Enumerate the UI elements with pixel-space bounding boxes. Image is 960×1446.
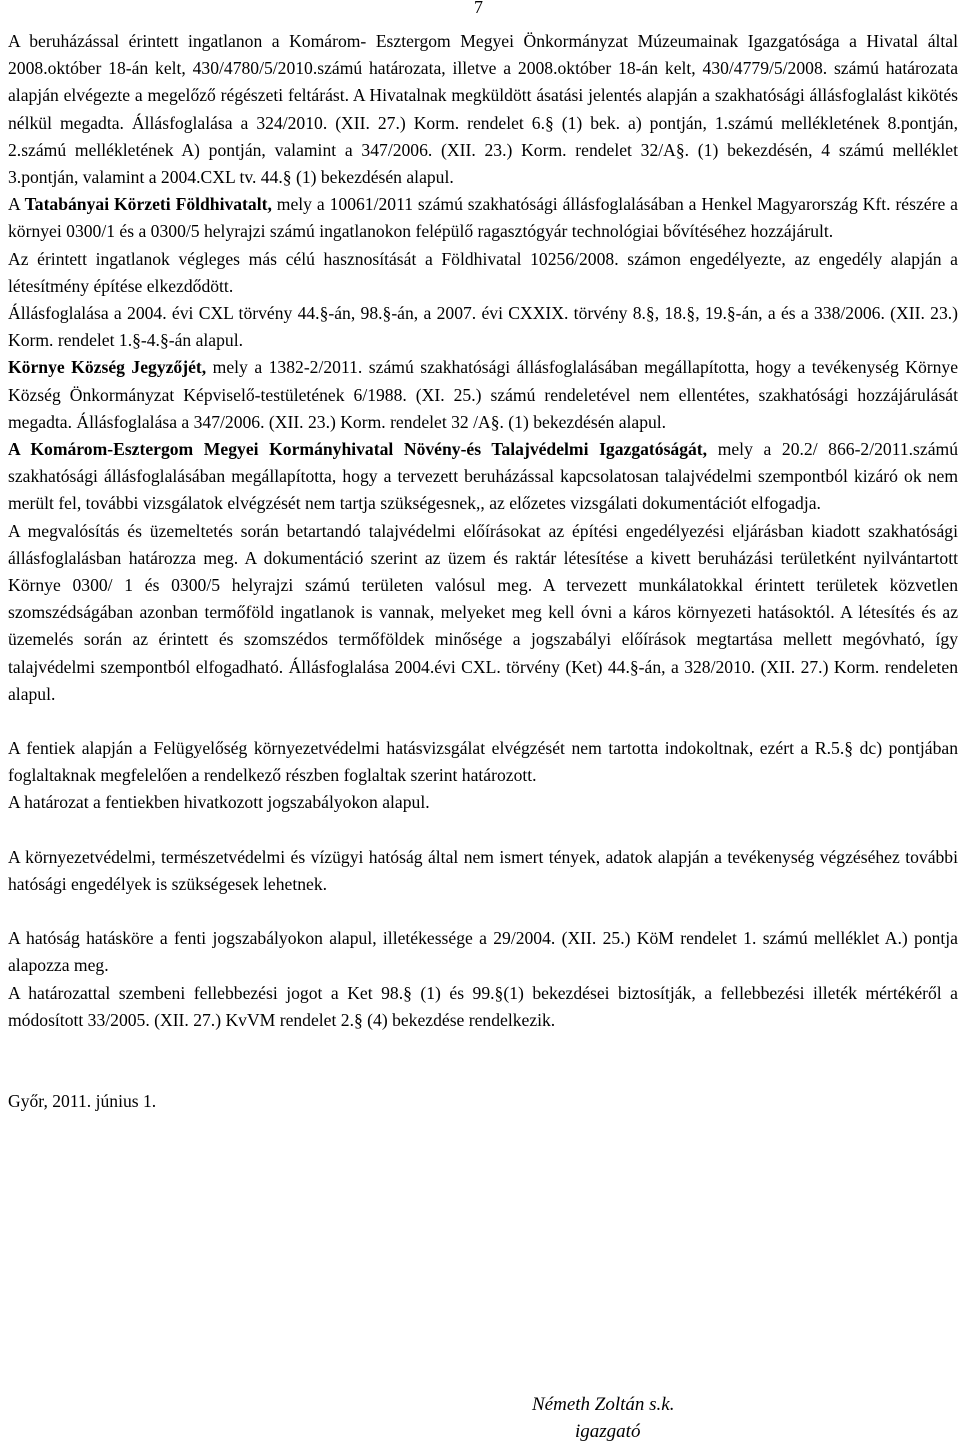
signatory-name: Németh Zoltán s.k.: [532, 1394, 675, 1415]
authority-name: Tatabányai Körzeti Földhivatalt,: [24, 194, 272, 215]
paragraph-gap: [8, 898, 958, 925]
paragraph: A hatóság hatásköre a fenti jogszabályokon alapul, illetékessége a 29/2004. (XII. 25.) KöM rendelet 1. számú melléklet A.) pontja alapozza meg.: [8, 928, 958, 976]
paragraph: A környezetvédelmi, természetvédelmi és vízügyi hatóság által nem ismert tények, adatok alapján a tevékenység végzéséhez további hatósági engedélyek is szükségesek lehetnek.: [8, 846, 958, 894]
paragraph-gap: [8, 708, 958, 735]
paragraph: Állásfoglalása a 2004. évi CXL törvény 44.§-án, 98.§-án, a 2007. évi CXXIX. törvény 8.§, 18.§, 19.§-án, a és a 338/2006. (XII. 23.) Korm. rendelet 1.§-4.§-án alapul.: [8, 303, 958, 351]
page-number: 7: [474, 0, 483, 17]
paragraph-gap: [8, 1061, 958, 1088]
paragraph: A beruházással érintett ingatlanon a Komárom- Esztergom Megyei Önkormányzat Múzeumainak Igazgatósága a Hivatal által 2008.október 18-án kelt, 430/4780/5/2010.számú határozata, illetve a 2008.október 18-án kelt, 430/4779/5/2008. számú határozata alapján elvégezte a megelőző régészeti feltárást. A Hivatalnak megküldött ásatási jelentés alapján a szakhatósági állásfoglalást kikötés nélkül megadta. Állásfoglalása a 324/2010. (XII. 27.) Korm. rendelet 6.§ (1) bek. a) pontján, 1.számú mellékletének 8.pontján, 2.számú mellékletének A) pontján, valamint a 347/2006. (XII. 23.) Korm. rendelet 32/A§. (1) bekezdésén, 4 számú melléklet 3.pontján, valamint a 2004.CXL tv. 44.§ (1) bekezdésén alapul.: [8, 31, 958, 188]
paragraph-text: mely a 1382-2/2011. számú szakhatósági állásfoglalásában megállapította, hogy a tevékenység Környe Község Önkormányzat Képviselő-testületének 6/1988. (XI. 25.) számú rendeletével nem ellentétes, szakhatósági hozzájárulását megadta. Állásfoglalása a 347/2006. (XII. 23.) Korm. rendelet 32 /A§. (1) bekezdésén alapul.: [8, 357, 959, 432]
paragraph: A fentiek alapján a Felügyelőség környezetvédelmi hatásvizsgálat elvégzését nem tartotta indokoltnak, ezért a R.5.§ dc) pontjában foglaltaknak megfelelően a rendelkező részben foglaltak szerint határozott.: [8, 738, 958, 786]
authority-name: A Komárom-Esztergom Megyei Kormányhivatal Növény-és Talajvédelmi Igazgatóságát,: [8, 439, 708, 460]
paragraph: Győr, 2011. június 1.: [8, 1090, 157, 1111]
paragraph-gap: [8, 1034, 958, 1061]
paragraph: [8, 354, 958, 436]
document-body: [8, 28, 958, 1115]
paragraph: [8, 191, 958, 245]
paragraph-text: mely a 20.2/ 866-2/2011.számú szakhatósági állásfoglalásában megállapította, hogy a tervezett beruházással kapcsolatosan talajvédelmi szempontból kizáró ok nem merült fel, további vizsgálatok elvégzését nem tartja szükségesnek,, az előzetes vizsgálati dokumentációt elfogadja.: [8, 439, 959, 514]
paragraph: [8, 436, 958, 518]
signatory-title: igazgató: [575, 1421, 641, 1442]
paragraph: A határozattal szembeni fellebbezési jogot a Ket 98.§ (1) és 99.§(1) bekezdései biztosítják, a fellebbezési illeték mértékéről a módosított 33/2005. (XII. 27.) KvVM rendelet 2.§ (4) bekezdése rendelkezik.: [8, 982, 958, 1030]
paragraph-gap: [8, 817, 958, 844]
paragraph: A megvalósítás és üzemeltetés során betartandó talajvédelmi előírásokat az építési engedélyezési eljárásban kiadott szakhatósági állásfoglalásban határozza meg. A dokumentáció szerint az üzem és raktár létesítése a kivett beruházási területként nyilvántartott Környe 0300/ 1 és 0300/5 helyrajzi számú területen valósul meg. A tervezett munkálatokkal érintett területek közvetlen szomszédságában azonban termőföld ingatlanok is vannak, melyeket meg kell óvni a káros környezeti hatásoktól. A létesítés és az üzemelés során az érintett és szomszédos termőföldek minősége a jogszabályi előírások megtartása mellett megóvható, így talajvédelmi szempontból elfogadható. Állásfoglalása 2004.évi CXL. törvény (Ket) 44.§-án, a 328/2010. (XII. 27.) Korm. rendeleten alapul.: [8, 520, 958, 704]
paragraph: A határozat a fentiekben hivatkozott jogszabályokon alapul.: [8, 792, 430, 813]
paragraph-lead: A: [8, 194, 25, 215]
authority-name: Környe Község Jegyzőjét,: [8, 357, 207, 378]
paragraph-text: mely a 10061/2011 számú szakhatósági állásfoglalásában a Henkel Magyarország Kft. részére a környei 0300/1 és a 0300/5 helyrajzi számú ingatlanokon felépülő ragasztógyár technológiai bővítéséhez hozzájárult.: [8, 194, 958, 242]
paragraph: Az érintett ingatlanok végleges más célú hasznosítását a Földhivatal 10256/2008. számon engedélyezte, az engedély alapján a létesítmény építése elkezdődött.: [8, 248, 958, 296]
